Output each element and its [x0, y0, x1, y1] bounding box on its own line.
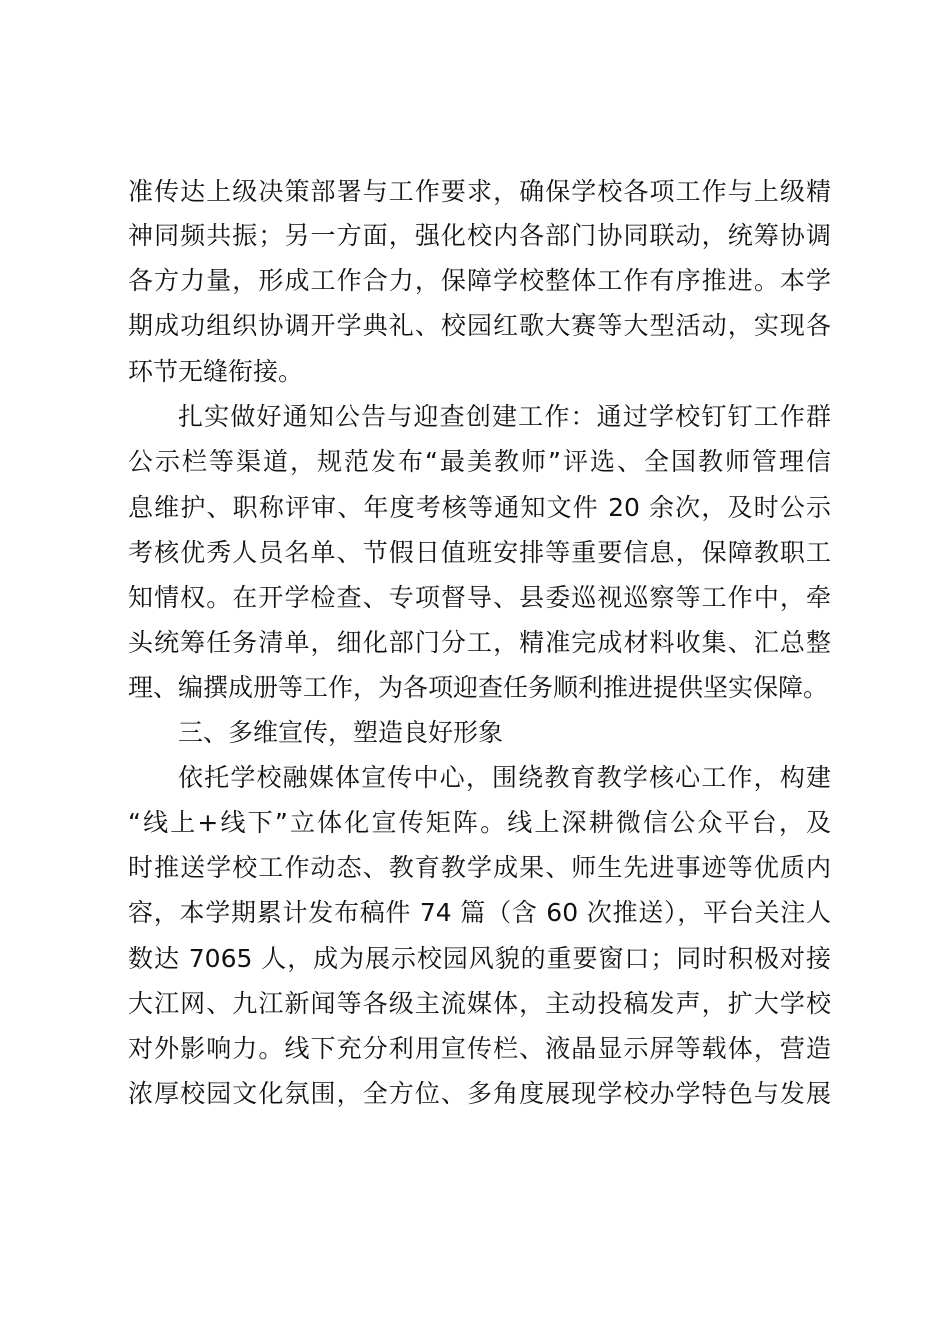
- section-heading: 三、多维宣传，塑造良好形象: [178, 718, 504, 747]
- text-line: 头统筹任务清单，细化部门分工，精准完成材料收集、汇总整: [128, 628, 831, 657]
- text-line: 浓厚校园文化氛围，全方位、多角度展现学校办学特色与发展: [128, 1079, 831, 1108]
- paragraph-first-line: 扎实做好通知公告与迎查创建工作：通过学校钉钉工作群: [178, 402, 831, 431]
- text-line: 准传达上级决策部署与工作要求，确保学校各项工作与上级精: [128, 177, 831, 206]
- text-line: 公示栏等渠道，规范发布“最美教师”评选、全国教师管理信: [128, 447, 831, 476]
- text-line: 大江网、九江新闻等各级主流媒体，主动投稿发声，扩大学校: [128, 989, 831, 1018]
- paragraph-first-line: 依托学校融媒体宣传中心，围绕教育教学核心工作，构建: [178, 763, 831, 792]
- text-line: 环节无缝衔接。: [128, 357, 304, 386]
- text-line: 对外影响力。线下充分利用宣传栏、液晶显示屏等载体，营造: [128, 1034, 831, 1063]
- text-line: 知情权。在开学检查、专项督导、县委巡视巡察等工作中，牵: [128, 583, 831, 612]
- text-line: 神同频共振；另一方面，强化校内各部门协同联动，统筹协调: [128, 221, 831, 250]
- text-line: 考核优秀人员名单、节假日值班安排等重要信息，保障教职工: [128, 538, 831, 567]
- text-line: 各方力量，形成工作合力，保障学校整体工作有序推进。本学: [128, 266, 831, 295]
- text-line: 数达 7065 人，成为展示校园风貌的重要窗口；同时积极对接: [128, 944, 831, 973]
- text-line: 理、编撰成册等工作，为各项迎查任务顺利推进提供坚实保障。: [128, 673, 829, 702]
- text-line: 期成功组织协调开学典礼、校园红歌大赛等大型活动，实现各: [128, 311, 831, 340]
- text-line: “线上+线下”立体化宣传矩阵。线上深耕微信公众平台，及: [128, 808, 831, 837]
- text-line: 时推送学校工作动态、教育教学成果、师生先进事迹等优质内: [128, 853, 831, 882]
- text-line: 容，本学期累计发布稿件 74 篇（含 60 次推送），平台关注人: [128, 898, 831, 927]
- text-line: 息维护、职称评审、年度考核等通知文件 20 余次，及时公示: [128, 493, 831, 522]
